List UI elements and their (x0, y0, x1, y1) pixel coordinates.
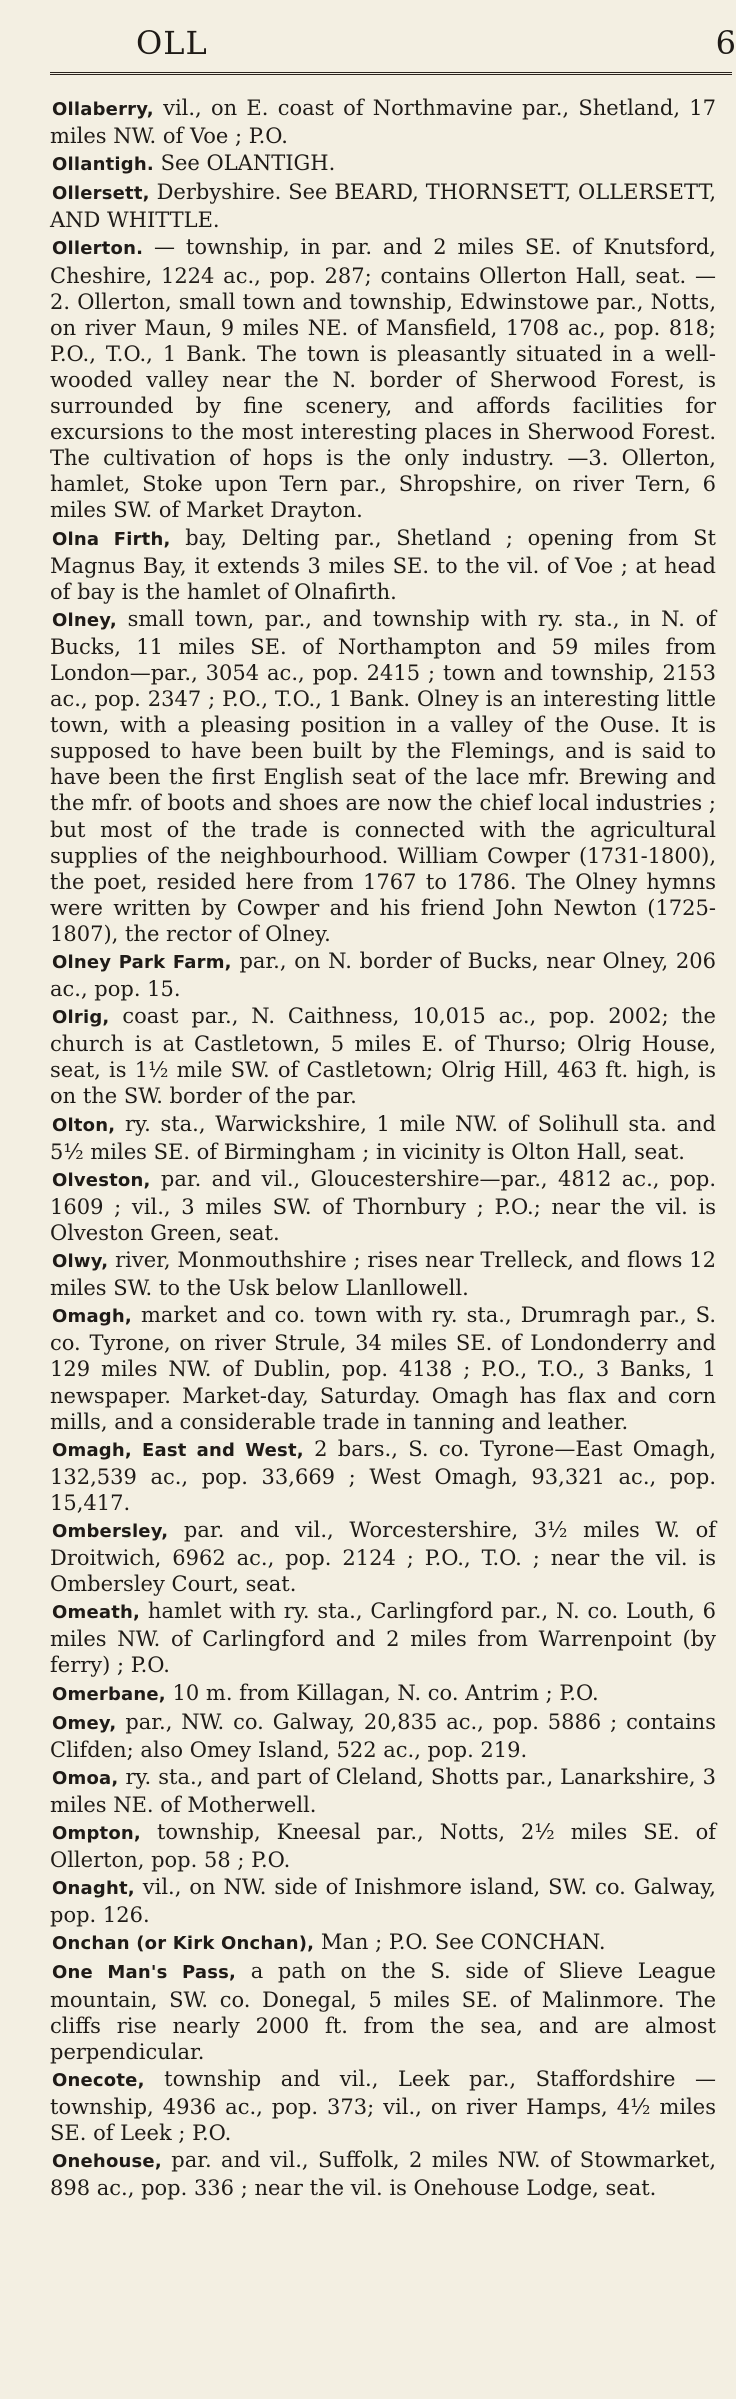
entry-headword: Omey, (52, 1712, 117, 1734)
entry-headword: Onehouse, (52, 2151, 162, 2173)
entry-text: small town, par., and township with ry. sta., in N. of Bucks, 11 miles SE. of Northampton and 59 miles from London—par., 3054 ac., pop. 2415 ; town and township, 2153 ac., pop. 2347 ; P.O., T.O., 1 Bank. Olney is an interesting little town, with a pleasing position in a valley of the Ouse. It is supposed to have been built by the Flemings, and is said to have been the first English seat of the lace mfr. Brewing and the mfr. of boots and shoes are now the chief local industries ; but most of the trade is connected with the agricultural supplies of the neighbourhood. William Cowper (1731-1800), the poet, resided here from 1767 to 1786. The Olney hymns were written by Cowper and his friend John Newton (1725-1807), the rector of Olney. (50, 606, 716, 946)
entry-headword: Olton, (52, 1114, 116, 1136)
entry-headword: Onecote, (52, 2069, 145, 2091)
entry (50, 1958, 716, 2064)
entry (50, 1436, 716, 1516)
entry-headword: Ollerton. (52, 238, 144, 260)
entry-text: township, Kneesal par., Notts, 2½ miles SE. of Ollerton, pop. 58 ; P.O. (50, 1820, 716, 1873)
entry-list (50, 95, 716, 2202)
entry-text: vil., on NW. side of Inishmore island, SW. co. Galway, pop. 126. (50, 1875, 716, 1928)
entry-text: ry. sta., and part of Cleland, Shotts par., Lanarkshire, 3 miles NE. of Motherwell. (50, 1764, 716, 1817)
entry-text: ry. sta., Warwickshire, 1 mile NW. of Solihull sta. and 5½ miles SE. of Birmingham ; in vicinity is Olton Hall, seat. (50, 1111, 716, 1164)
entry-text: a path on the S. side of Slieve League mountain, SW. co. Donegal, 5 miles SE. of Malinmore. The cliffs rise nearly 2000 ft. from the sea, and are almost perpendicular. (50, 1959, 716, 2064)
entry (50, 2147, 716, 2201)
running-head: OLL (136, 24, 208, 62)
entry (50, 179, 716, 233)
entry (50, 1111, 716, 1165)
entry (50, 150, 716, 178)
entry-text: Derbyshire. See BEARD, THORNSETT, OLLERSETT, AND WHITTLE. (50, 180, 716, 233)
entry-headword: Olrig, (52, 1007, 110, 1029)
entry-headword: Onaght, (52, 1878, 135, 1900)
entry-text: 10 m. from Killagan, N. co. Antrim ; P.O. (165, 1680, 599, 1705)
entry-text: coast par., N. Caithness, 10,015 ac., pop. 2002; the church is at Castletown, 5 miles E. of Thurso; Olrig House, seat, is 1½ mile SW. of Castletown; Olrig Hill, 463 ft. high, is on the SW. border of the par. (50, 1004, 716, 1109)
entry (50, 1003, 716, 1109)
entry (50, 948, 716, 1002)
entry-text: bay, Delting par., Shetland ; opening from St Magnus Bay, it extends 3 miles SE. to the vil. of Voe ; at head of bay is the hamlet of Olnafirth. (50, 525, 716, 604)
entry-headword: Omagh, East and West, (52, 1439, 304, 1461)
entry (50, 1709, 716, 1763)
entry (50, 234, 716, 523)
entry (50, 2066, 716, 2146)
entry (50, 1517, 716, 1597)
entry-headword: Ompton, (52, 1823, 141, 1844)
entry-text: hamlet with ry. sta., Carlingford par., N. co. Louth, 6 miles NW. of Carlingford and 2 miles from Warrenpoint (by ferry) ; P.O. (50, 1599, 716, 1678)
entry-text: par. and vil., Gloucestershire—par., 4812 ac., pop. 1609 ; vil., 3 miles SW. of Thornbury ; P.O.; near the vil. is Olveston Green, seat. (50, 1166, 716, 1245)
entry-headword: One Man's Pass, (52, 1962, 237, 1984)
entry-headword: Omeath, (52, 1602, 141, 1624)
entry-text: market and co. town with ry. sta., Drumragh par., S. co. Tyrone, on river Strule, 34 miles SE. of Londonderry and 129 miles NW. of Dublin, pop. 4138 ; P.O., T.O., 3 Banks, 1 newspaper. Market-day, Saturday. Omagh has flax and corn mills, and a considerable trade in tanning and leather. (50, 1303, 716, 1434)
entry (50, 1764, 716, 1818)
entry (50, 1166, 716, 1246)
page-number: 6 (715, 24, 736, 62)
entry-headword: Ollantigh. (52, 154, 154, 176)
entry-text: township and vil., Leek par., Staffordshire —township, 4936 ac., pop. 373; vil., on river Hamps, 4½ miles SE. of Leek ; P.O. (50, 2066, 716, 2146)
entry-text: par. and vil., Worcestershire, 3½ miles W. of Droitwich, 6962 ac., pop. 2124 ; P.O., T.O. ; near the vil. is Ombersley Court, seat. (50, 1517, 716, 1597)
entry (50, 95, 716, 149)
entry (50, 1302, 716, 1434)
entry (50, 1247, 716, 1301)
entry-text: par., NW. co. Galway, 20,835 ac., pop. 5886 ; contains Clifden; also Omey Island, 522 ac., pop. 219. (50, 1709, 716, 1762)
entry-headword: Omagh, (52, 1306, 132, 1328)
entry-headword: Ombersley, (52, 1520, 169, 1542)
entry-text: river, Monmouthshire ; rises near Trelleck, and flows 12 miles SW. to the Usk below Llanllowell. (50, 1248, 716, 1301)
entry-headword: Olwy, (52, 1251, 109, 1273)
header-rule (50, 72, 732, 75)
entry-text: vil., on E. coast of Northmavine par., Shetland, 17 miles NW. of Voe ; P.O. (50, 96, 716, 149)
entry-text: par. and vil., Suffolk, 2 miles NW. of Stowmarket, 898 ac., pop. 336 ; near the vil. is Onehouse Lodge, seat. (50, 2148, 716, 2201)
entry-headword: Olney, (52, 609, 117, 631)
entry-headword: Onchan (or Kirk Onchan), (52, 1933, 315, 1955)
page-header (0, 0, 736, 72)
entry (50, 1598, 716, 1678)
entry (50, 1680, 716, 1708)
entry-headword: Ollaberry, (52, 99, 154, 120)
entry-headword: Omerbane, (52, 1683, 166, 1705)
entry (50, 525, 716, 605)
entry-headword: Olna Firth, (52, 528, 171, 550)
entry-text: par., on N. border of Bucks, near Olney, 206 ac., pop. 15. (50, 949, 716, 1002)
entry (50, 1874, 716, 1928)
entry (50, 1819, 716, 1873)
entry-text: Man ; P.O. See CONCHAN. (314, 1930, 606, 1955)
entry-headword: Olveston, (52, 1169, 151, 1191)
entry-headword: Olney Park Farm, (52, 952, 232, 973)
entry-headword: Ollersett, (52, 183, 150, 205)
entry-text: See OLANTIGH. (153, 151, 336, 176)
entry (50, 606, 716, 947)
entry-text: 2 bars., S. co. Tyrone—East Omagh, 132,539 ac., pop. 33,669 ; West Omagh, 93,321 ac., pop. 15,417. (50, 1436, 716, 1515)
entry-text: — township, in par. and 2 miles SE. of Knutsford, Cheshire, 1224 ac., pop. 287; contains Ollerton Hall, seat. — 2. Ollerton, small town and township, Edwinstowe par., Notts, on river Maun, 9 miles NE. of Mansfield, 1708 ac., pop. 818; P.O., T.O., 1 Bank. The town is pleasantly situated in a well-wooded valley near the N. border of Sherwood Forest, is surrounded by fine scenery, and affords facilities for excursions to the most interesting places in Sherwood Forest. The cultivation of hops is the only industry. —3. Ollerton, hamlet, Stoke upon Tern par., Shropshire, on river Tern, 6 miles SW. of Market Drayton. (50, 235, 716, 523)
entry (50, 1929, 716, 1957)
entry-headword: Omoa, (52, 1767, 119, 1789)
